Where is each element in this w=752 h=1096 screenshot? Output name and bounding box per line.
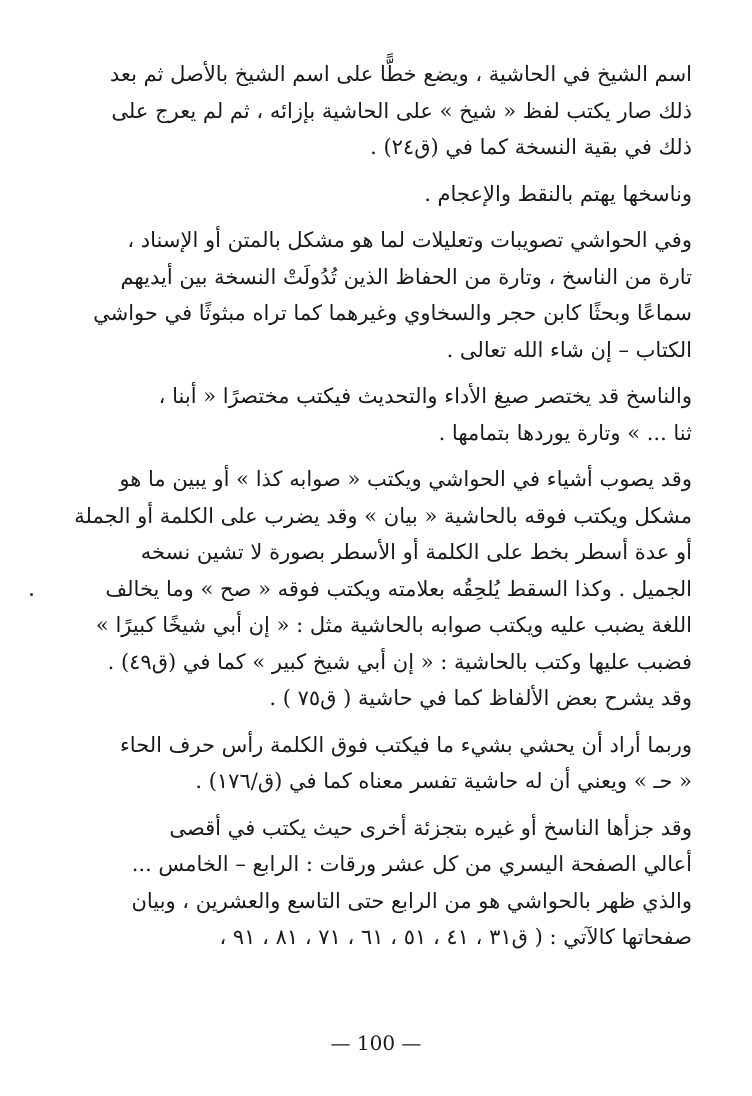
text-line: اللغة يضبب عليه ويكتب صوابه بالحاشية مثل : « إن أبي شيخًا كبيرًا » [95,613,692,637]
text-line: أو عدة أسطر بخط على الكلمة أو الأسطر بصورة لا تشين نسخه [140,540,692,564]
text-line: تارة من الناسخ ، وتارة من الحفاظ الذين تُدُولَتْ النسخة بين أيديهم [120,264,692,289]
text-line: وفي الحواشي تصويبات وتعليلات لما هو مشكل بالمتن أو الإسناد ، [127,228,692,252]
text-line: أعالي الصفحة اليسري من كل عشر ورقات : الرابع – الخامس ... [131,852,692,876]
text-line: الكتاب – إن شاء الله تعالى . [446,337,692,362]
paragraph [62,810,692,956]
text-line: وناسخها يهتم بالنقط والإعجام . [424,181,692,206]
text-line: مشكل ويكتب فوقه بالحاشية « بيان » وقد يضرب على الكلمة أو الجملة [74,503,692,528]
paragraph [62,461,692,717]
text-line: والناسخ قد يختصر صيغ الأداء والتحديث فيكتب مختصرًا « أبنا ، [158,384,692,408]
page-number: — 100 — [330,1031,422,1055]
text-line: الجميل . وكذا السقط يُلحِقُه بعلامته ويكتب فوقه « صح » وما يخالف [105,576,692,601]
text-line: والذي ظهر بالحواشي هو من الرابع حتى التاسع والعشرين ، وبيان [131,888,692,913]
paragraph [62,56,692,166]
text-line: اسم الشيخ في الحاشية ، ويضع خطًّا على اسم الشيخ بالأصل ثم بعد [109,62,692,86]
paragraph [62,222,692,368]
text-line: ثنا ... » وتارة يوردها بتمامها . [438,420,692,445]
scan-speck [30,593,33,596]
text-line: وقد جزأها الناسخ أو غيره بتجزئة أخرى حيث يكتب في أقصى [169,815,692,840]
text-line: وربما أراد أن يحشي بشيء ما فيكتب فوق الكلمة رأس حرف الحاء [119,732,692,757]
paragraph [62,176,692,213]
text-line: ذلك في بقية النسخة كما في (ق٢٤) . [370,135,692,159]
text-line: ذلك صار يكتب لفظ « شيخ » على الحاشية بإزائه ، ثم لم يعرج على [111,98,692,123]
text-line: سماعًا وبحثًا كابن حجر والسخاوي وغيرهما كما تراه مبثوثًا في حواشي [93,301,692,325]
document-body [62,56,692,966]
paragraph [62,378,692,451]
text-line: فضبب عليها وكتب بالحاشية : « إن أبي شيخ كبير » كما في (ق٤٩) . [107,649,692,674]
text-line: « حـ » ويعني أن له حاشية تفسر معناه كما في (ق/١٧٦) . [195,769,692,793]
text-line: وقد يصوب أشياء في الحواشي ويكتب « صوابه كذا » أو يبين ما هو [119,467,692,491]
paragraph [62,727,692,800]
text-line: صفحاتها كالآتي : ( ق٣١ ، ٤١ ، ٥١ ، ٦١ ، ٧١ ، ٨١ ، ٩١ ، [219,925,692,949]
text-line: وقد يشرح بعض الألفاظ كما في حاشية ( ق٧٥ ) . [269,686,692,710]
